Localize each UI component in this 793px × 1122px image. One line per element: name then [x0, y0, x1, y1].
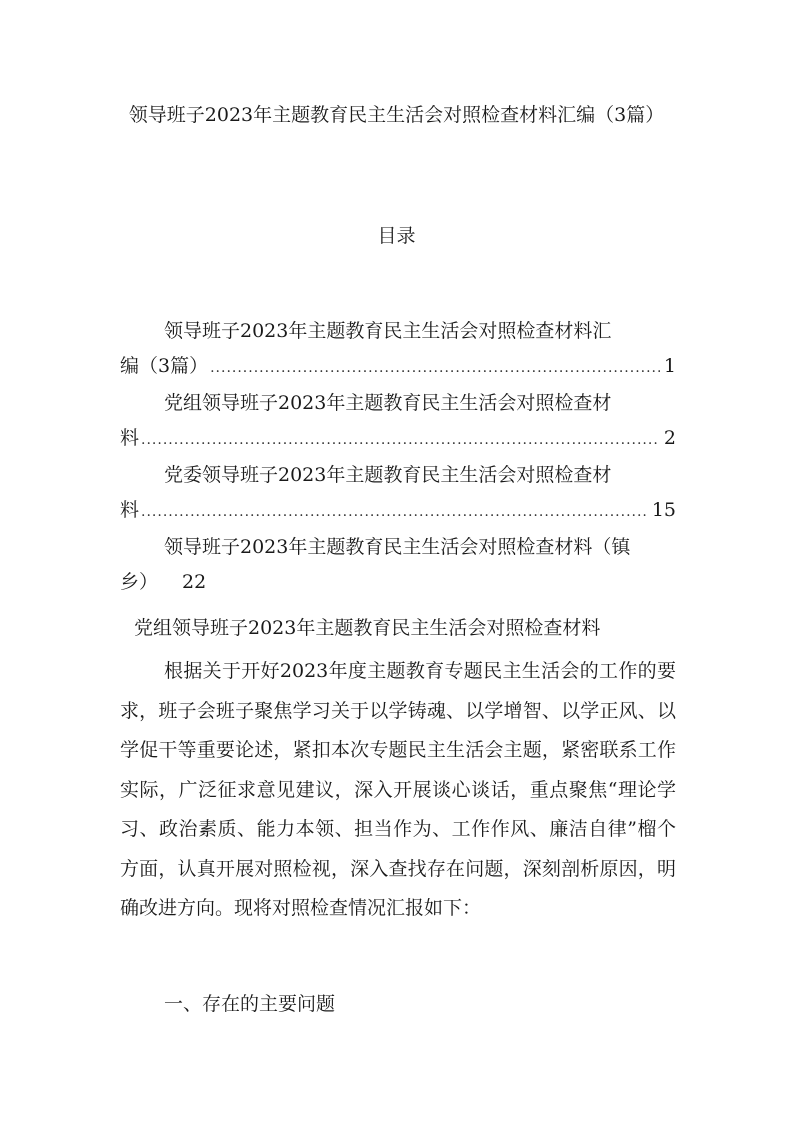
toc-entry-title-cont: 乡）: [120, 571, 159, 593]
toc-entry[interactable]: [120, 314, 676, 386]
toc-entry-title: 领导班子2023年主题教育民主生活会对照检查材料汇: [164, 320, 612, 342]
document-title: 领导班子2023年主题教育民主生活会对照检查材料汇编（3篇）: [128, 104, 665, 126]
toc-entry[interactable]: [120, 458, 676, 530]
toc-page-number: 22: [182, 571, 207, 593]
toc-page-number: 2: [663, 427, 676, 449]
toc-entry-title: 党组领导班子2023年主题教育民主生活会对照检查材: [164, 392, 612, 414]
toc-entry-title: 领导班子2023年主题教育民主生活会对照检查材料（镇: [164, 536, 631, 558]
toc-leader-dots: [141, 423, 660, 458]
toc-entry-title-cont: 料: [120, 499, 140, 521]
body-paragraph: 根据关于开好2023年度主题教育专题民主生活会的工作的要求，班子会班子聚焦学习关于以学铸魂、以学增智、以学正风、以学促干等重要论述，紧扣本次专题民主生活会主题，紧密联系工作实际，广泛征求意见建议，深入开展谈心谈话，重点聚焦“理论学习、政治素质、能力本领、担当作为、工作作风、廉洁自律”榴个方面，认真开展对照检视，深入查找存在问题，深刻剖析原因，明确改进方向。现将对照检查情况汇报如下：: [120, 660, 676, 919]
toc-leader-dots: [210, 351, 660, 386]
toc-entry[interactable]: [120, 530, 676, 600]
toc-entry[interactable]: [120, 386, 676, 458]
section-title: 党组领导班子2023年主题教育民主生活会对照检查材料: [134, 617, 601, 639]
toc-entry-title-cont: 料: [120, 427, 140, 449]
table-of-contents: [120, 314, 676, 600]
toc-page-number: 1: [663, 355, 676, 377]
toc-heading: 目录: [377, 225, 416, 247]
toc-page-number: 15: [651, 499, 676, 521]
toc-entry-title-cont: 编（3篇）: [120, 355, 209, 377]
subheading: 一、存在的主要问题: [164, 993, 336, 1015]
toc-entry-title: 党委领导班子2023年主题教育民主生活会对照检查材: [164, 464, 612, 486]
toc-leader-dots: [141, 495, 648, 530]
